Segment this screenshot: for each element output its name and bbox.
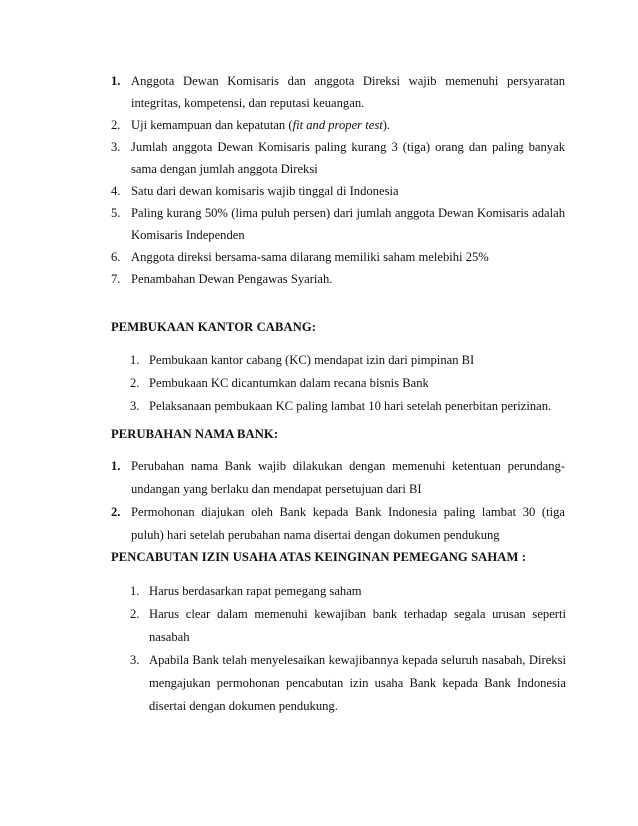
text-before: Uji kemampuan dan kepatutan ( <box>131 118 293 132</box>
list-number: 7. <box>111 272 121 286</box>
list-item-text: Anggota direksi bersama-sama dilarang memiliki saham melebihi 25% <box>131 250 489 264</box>
list-item <box>111 455 565 501</box>
list-number: 3. <box>130 399 140 413</box>
list-item-text: Satu dari dewan komisaris wajib tinggal di Indonesia <box>131 184 399 198</box>
list-item-text: Pembukaan KC dicantumkan dalam recana bisnis Bank <box>149 376 429 390</box>
list-item <box>111 136 565 180</box>
pencabutan-izin-list <box>130 580 566 718</box>
text-after: ). <box>382 118 391 132</box>
list-item-text: Paling kurang 50% (lima puluh persen) dari jumlah anggota Dewan Komisaris adalah Komisaris Independen <box>131 206 565 242</box>
list-item-text: Pelaksanaan pembukaan KC paling lambat 10 hari setelah penerbitan perizinan. <box>149 399 552 413</box>
kantor-cabang-list <box>130 349 570 418</box>
section-heading-nama-bank: PERUBAHAN NAMA BANK: <box>111 427 279 441</box>
list-item <box>111 114 565 136</box>
list-number: 3. <box>111 140 121 154</box>
list-item <box>111 70 565 114</box>
list-item <box>130 649 566 718</box>
list-item <box>130 603 566 649</box>
list-number: 5. <box>111 206 121 220</box>
list-item-text: Anggota Dewan Komisaris dan anggota Direksi wajib memenuhi persyaratan integritas, kompetensi, dan reputasi keuangan. <box>131 74 565 110</box>
requirements-list <box>111 70 565 290</box>
list-item <box>111 202 565 246</box>
list-item <box>111 180 565 202</box>
list-item-text: Harus berdasarkan rapat pemegang saham <box>149 584 362 598</box>
list-item-text: Permohonan diajukan oleh Bank kepada Bank Indonesia paling lambat 30 (tiga puluh) hari setelah perubahan nama disertai dengan dokumen pendukung <box>131 505 565 542</box>
list-item <box>130 372 570 395</box>
list-number: 1. <box>111 74 121 88</box>
list-number: 2. <box>130 607 140 621</box>
list-item-text: Perubahan nama Bank wajib dilakukan dengan memenuhi ketentuan perundang-undangan yang berlaku dan mendapat persetujuan dari BI <box>131 459 565 496</box>
list-item <box>111 501 565 547</box>
list-number: 4. <box>111 184 121 198</box>
list-number: 1. <box>130 584 140 598</box>
nama-bank-list <box>111 455 565 547</box>
list-number: 2. <box>111 118 121 132</box>
list-item-text: Jumlah anggota Dewan Komisaris paling kurang 3 (tiga) orang dan paling banyak sama dengan jumlah anggota Direksi <box>131 140 565 176</box>
list-number: 1. <box>111 459 121 473</box>
list-number: 3. <box>130 653 140 667</box>
list-item <box>111 268 565 290</box>
list-item-text: Pembukaan kantor cabang (KC) mendapat izin dari pimpinan BI <box>149 353 475 367</box>
list-number: 6. <box>111 250 121 264</box>
list-item <box>130 395 570 418</box>
list-item-text: Penambahan Dewan Pengawas Syariah. <box>131 272 333 286</box>
list-item <box>111 246 565 268</box>
section-heading-pencabutan-izin: PENCABUTAN IZIN USAHA ATAS KEINGINAN PEMEGANG SAHAM : <box>111 550 526 564</box>
list-number: 2. <box>111 505 121 519</box>
list-number: 1. <box>130 353 140 367</box>
list-item <box>130 349 570 372</box>
list-item-text: Apabila Bank telah menyelesaikan kewajibannya kepada seluruh nasabah, Direksi mengajukan permohonan pencabutan izin usaha Bank kepada Bank Indonesia disertai dengan dokumen pendukung. <box>149 653 566 713</box>
list-item-text <box>111 114 565 136</box>
section-heading-kantor-cabang: PEMBUKAAN KANTOR CABANG: <box>111 320 317 334</box>
list-item <box>130 580 566 603</box>
italic-term: fit and proper test <box>292 118 383 132</box>
list-number: 2. <box>130 376 140 390</box>
list-item-text: Harus clear dalam memenuhi kewajiban bank terhadap segala urusan seperti nasabah <box>149 607 566 644</box>
